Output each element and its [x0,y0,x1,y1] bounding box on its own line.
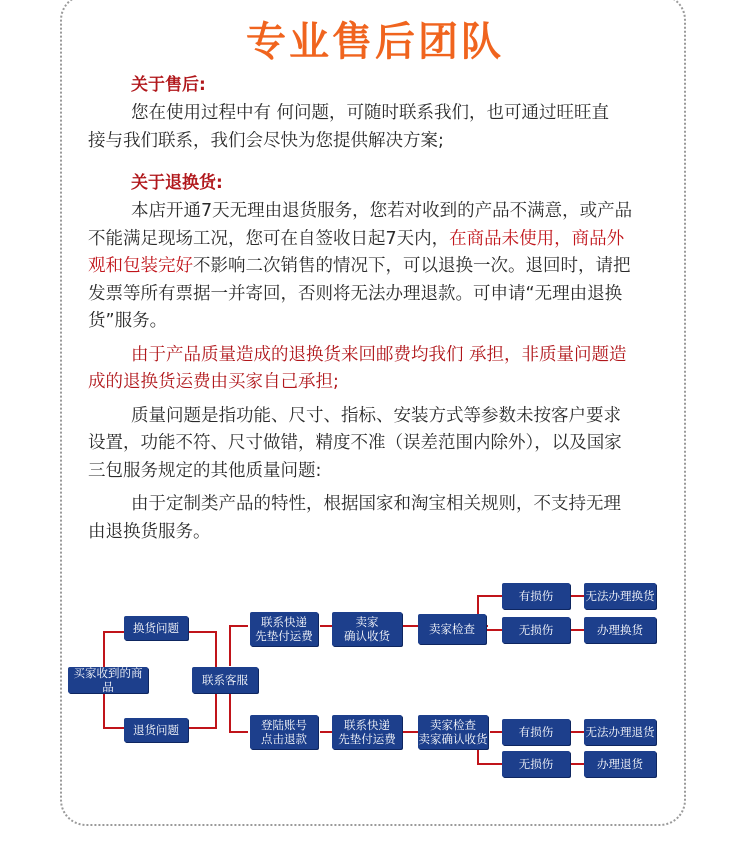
node-ex-handle: 办理换货 [584,617,656,643]
after-sales-line2: 接与我们联系，我们会尽快为您提供解决方案; [88,130,444,151]
node-re-login: 登陆账号 点击退款 [250,715,318,749]
node-re-damaged: 有损伤 [502,719,570,745]
returns-p1-line3b: 不影响二次销售的情况下，可以退换一次。退回时，请把 [193,256,631,276]
node-ex-seller-confirm: 卖家 确认收货 [332,612,402,646]
returns-heading: 关于退换货: [131,173,223,193]
returns-p2-line2: 成的退换货运费由买家自己承担; [88,372,339,392]
node-ex-contact-courier: 联系快递 先垫付运费 [250,612,318,646]
after-sales-heading: 关于售后: [131,75,206,95]
node-re-contact-courier: 联系快递 先垫付运费 [332,715,402,749]
returns-p1-line2b: 在商品未使用，商品外 [449,228,625,249]
returns-p1-line1: 本店开通7天无理由退货服务，您若对收到的产品不满意，或产品 [131,201,633,221]
page-title: 专业售后团队 [246,19,504,65]
after-sales-line1: 您在使用过程中有 何问题，可随时联系我们，也可通过旺旺直 [131,103,610,123]
returns-p1-line4: 发票等所有票据一并寄回，否则将无法办理退款。可申请“无理由退换 [88,283,623,304]
node-buyer-received: 买家收到的商品 [68,667,148,693]
returns-p2-line1: 由于产品质量造成的退换货来回邮费均我们 承担，非质量问题造 [131,344,627,365]
node-ex-undamaged: 无损伤 [502,617,570,643]
node-re-seller-check: 卖家检查 卖家确认收货 [418,715,488,749]
node-re-handle: 办理退货 [584,751,656,777]
returns-p3-line2: 设置，功能不符、尺寸做错，精度不准（误差范围内除外），以及国家 [88,433,622,453]
node-contact-service: 联系客服 [192,667,258,693]
node-re-cannot: 无法办理退货 [584,719,656,745]
node-ex-seller-check: 卖家检查 [418,614,486,644]
node-ex-damaged: 有损伤 [502,583,570,609]
returns-p1-line3a: 观和包装完好 [88,256,193,276]
returns-p3-line3: 三包服务规定的其他质量问题: [88,460,322,481]
returns-p1-line2a: 不能满足现场工况，您可在自签收日起7天内， [88,228,450,249]
node-ex-cannot: 无法办理换货 [584,583,656,609]
node-re-undamaged: 无损伤 [502,751,570,777]
node-exchange-issue: 换货问题 [124,616,188,640]
returns-p1-line5: 货”服务。 [88,311,168,331]
node-return-issue: 退货问题 [124,718,188,742]
returns-p4-line2: 由退换货服务。 [88,521,211,542]
returns-p4-line1: 由于定制类产品的特性，根据国家和淘宝相关规则，不支持无理 [131,494,621,514]
returns-p3-line1: 质量问题是指功能、尺寸、指标、安装方式等参数未按客户要求 [131,405,621,426]
